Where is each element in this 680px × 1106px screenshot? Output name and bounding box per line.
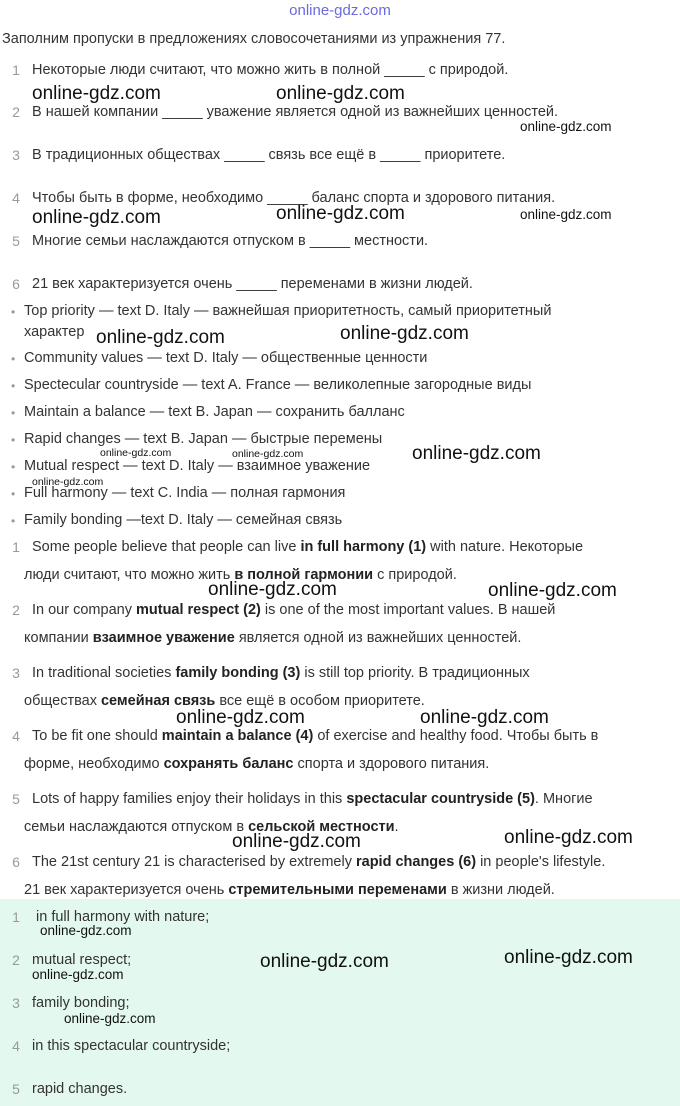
bullet-icon: • bbox=[11, 379, 16, 393]
watermark: online-gdz.com bbox=[520, 207, 612, 222]
bullet-icon: • bbox=[11, 352, 16, 366]
gap-sentence: Чтобы быть в форме, необходимо _____ баланс спорта и здорового питания. bbox=[32, 190, 556, 206]
bullet-icon: • bbox=[11, 460, 16, 474]
vocab-item: Top priority — text D. Italy — важнейшая приоритетность, самый приоритетный bbox=[24, 303, 552, 319]
summary-number: 4 bbox=[12, 1038, 20, 1054]
summary-item: in this spectacular countryside; bbox=[32, 1038, 231, 1054]
exercise-intro: Заполним пропуски в предложениях словосочетаниями из упражнения 77. bbox=[2, 31, 506, 47]
summary-number: 2 bbox=[12, 952, 20, 968]
answer-number: 3 bbox=[12, 665, 20, 681]
watermark: online-gdz.com bbox=[32, 967, 124, 982]
summary-number: 5 bbox=[12, 1081, 20, 1097]
gap-number: 2 bbox=[12, 104, 20, 120]
gap-number: 1 bbox=[12, 62, 20, 78]
answer-line-en: Lots of happy families enjoy their holidays in this spectacular countryside (5). Многие bbox=[32, 791, 593, 807]
answer-line-en: Some people believe that people can live in full harmony (1) with nature. Некоторые bbox=[32, 539, 584, 555]
watermark: online-gdz.com bbox=[260, 951, 389, 972]
watermark: online-gdz.com bbox=[412, 443, 541, 464]
watermark: online-gdz.com bbox=[32, 207, 161, 228]
answer-line-en: To be fit one should maintain a balance (4) of exercise and healthy food. Чтобы быть в bbox=[32, 728, 599, 744]
summary-item: rapid changes. bbox=[32, 1081, 128, 1097]
gap-number: 5 bbox=[12, 233, 20, 249]
watermark: online-gdz.com bbox=[520, 119, 612, 134]
summary-item: family bonding; bbox=[32, 995, 130, 1011]
watermark: online-gdz.com bbox=[504, 827, 633, 848]
site-title[interactable]: online-gdz.com bbox=[289, 2, 391, 19]
gap-sentence: В традиционных обществах _____ связь все ещё в _____ приоритете. bbox=[32, 147, 506, 163]
gap-sentence: В нашей компании _____ уважение является одной из важнейших ценностей. bbox=[32, 104, 559, 120]
watermark: online-gdz.com bbox=[32, 83, 161, 104]
bullet-icon: • bbox=[11, 433, 16, 447]
bullet-icon: • bbox=[11, 487, 16, 501]
bullet-icon: • bbox=[11, 514, 16, 528]
bullet-icon: • bbox=[11, 305, 16, 319]
gap-number: 3 bbox=[12, 147, 20, 163]
summary-number: 3 bbox=[12, 995, 20, 1011]
watermark: online-gdz.com bbox=[100, 447, 172, 459]
vocab-item: Community values — text D. Italy — общественные ценности bbox=[24, 350, 428, 366]
gap-number: 4 bbox=[12, 190, 20, 206]
watermark: online-gdz.com bbox=[488, 580, 617, 601]
gap-sentence: Некоторые люди считают, что можно жить в полной _____ с природой. bbox=[32, 62, 509, 78]
watermark: online-gdz.com bbox=[208, 579, 337, 600]
vocab-item: Full harmony — text C. India — полная гармония bbox=[24, 485, 346, 501]
watermark: online-gdz.com bbox=[40, 923, 132, 938]
answer-line-en: The 21st century 21 is characterised by extremely rapid changes (6) in people's lifestyle. bbox=[32, 854, 606, 870]
answer-line-ru: люди считают, что можно жить в полной гармонии с природой. bbox=[24, 567, 457, 583]
watermark: online-gdz.com bbox=[32, 476, 104, 488]
watermark: online-gdz.com bbox=[276, 203, 405, 224]
answer-number: 1 bbox=[12, 539, 20, 555]
watermark: online-gdz.com bbox=[64, 1011, 156, 1026]
answer-line-en: In traditional societies family bonding (3) is still top priority. В традиционных bbox=[32, 665, 530, 681]
answer-line-en: In our company mutual respect (2) is one of the most important values. В нашей bbox=[32, 602, 556, 618]
watermark: online-gdz.com bbox=[232, 831, 361, 852]
answer-line-ru: 21 век характеризуется очень стремительными переменами в жизни людей. bbox=[24, 882, 555, 898]
vocab-item: Rapid changes — text B. Japan — быстрые перемены bbox=[24, 431, 383, 447]
vocab-item: Spectecular countryside — text A. France — великолепные загородные виды bbox=[24, 377, 532, 393]
summary-number: 1 bbox=[12, 909, 20, 925]
watermark: online-gdz.com bbox=[232, 448, 304, 460]
answer-line-ru: компании взаимное уважение является одной из важнейших ценностей. bbox=[24, 630, 522, 646]
answer-number: 5 bbox=[12, 791, 20, 807]
vocab-item-continuation: характер bbox=[24, 324, 85, 340]
answer-number: 6 bbox=[12, 854, 20, 870]
answer-number: 2 bbox=[12, 602, 20, 618]
answer-line-ru: форме, необходимо сохранять баланс спорта и здорового питания. bbox=[24, 756, 490, 772]
watermark: online-gdz.com bbox=[340, 323, 469, 344]
gap-sentence: Многие семьи наслаждаются отпуском в _____ местности. bbox=[32, 233, 429, 249]
vocab-item: Maintain a balance — text B. Japan — сохранить балланс bbox=[24, 404, 405, 420]
answer-line-ru: обществах семейная связь все ещё в особом приоритете. bbox=[24, 693, 425, 709]
summary-item: mutual respect; bbox=[32, 952, 132, 968]
bullet-icon: • bbox=[11, 406, 16, 420]
vocab-item: Family bonding —text D. Italy — семейная связь bbox=[24, 512, 343, 528]
answer-number: 4 bbox=[12, 728, 20, 744]
gap-sentence: 21 век характеризуется очень _____ переменами в жизни людей. bbox=[32, 276, 473, 292]
answer-line-ru: семьи наслаждаются отпуском в сельской местности. bbox=[24, 819, 399, 835]
vocab-item: Mutual respect — text D. Italy — взаимное уважение bbox=[24, 458, 371, 474]
gap-number: 6 bbox=[12, 276, 20, 292]
watermark: online-gdz.com bbox=[96, 327, 225, 348]
summary-item: in full harmony with nature; bbox=[36, 909, 210, 925]
watermark: online-gdz.com bbox=[420, 707, 549, 728]
watermark: online-gdz.com bbox=[276, 83, 405, 104]
watermark: online-gdz.com bbox=[504, 947, 633, 968]
watermark: online-gdz.com bbox=[176, 707, 305, 728]
